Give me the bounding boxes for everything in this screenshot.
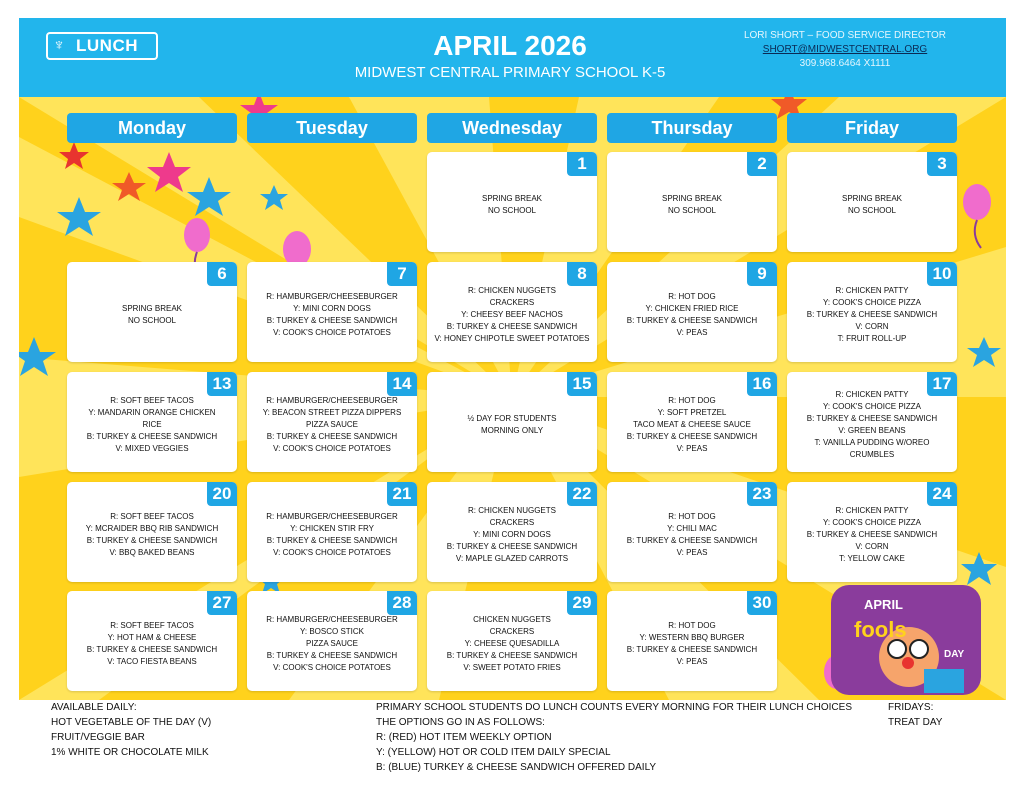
menu-items bbox=[253, 494, 411, 576]
contact-info bbox=[720, 29, 970, 71]
menu-item: Y: MANDARIN ORANGE CHICKEN bbox=[88, 408, 216, 417]
menu-item: CHICKEN NUGGETS bbox=[473, 615, 551, 624]
calendar-day-cell bbox=[427, 372, 597, 472]
menu-item: R: HOT DOG bbox=[668, 512, 716, 521]
calendar-day-cell bbox=[607, 372, 777, 472]
menu-item: V: PEAS bbox=[676, 548, 708, 557]
calendar-day-cell bbox=[787, 262, 957, 362]
available-item: HOT VEGETABLE OF THE DAY (V) bbox=[51, 717, 212, 728]
menu-item: Y: CHICKEN FRIED RICE bbox=[645, 304, 739, 313]
day-header-tuesday: Tuesday bbox=[247, 113, 417, 143]
day-number: 3 bbox=[927, 152, 957, 176]
calendar-day-cell bbox=[787, 152, 957, 252]
contact-phone: 309.968.6464 X1111 bbox=[799, 58, 891, 69]
calendar-day-cell bbox=[787, 372, 957, 472]
menu-item: Y: WESTERN BBQ BURGER bbox=[639, 633, 745, 642]
menu-items bbox=[793, 164, 951, 246]
menu-item: V: TACO FIESTA BEANS bbox=[107, 657, 197, 666]
menu-item: B: TURKEY & CHEESE SANDWICH bbox=[446, 542, 578, 551]
menu-item: PIZZA SAUCE bbox=[305, 420, 358, 429]
calendar-day-cell bbox=[427, 591, 597, 691]
calendar-day-cell bbox=[67, 482, 237, 582]
notes-line: THE OPTIONS GO IN AS FOLLOWS: bbox=[376, 717, 545, 728]
calendar-day-cell bbox=[427, 482, 597, 582]
menu-item: NO SCHOOL bbox=[847, 206, 896, 215]
menu-item: NO SCHOOL bbox=[487, 206, 536, 215]
menu-item: V: CORN bbox=[855, 322, 889, 331]
menu-item: Y: SOFT PRETZEL bbox=[657, 408, 727, 417]
notes-line: Y: (YELLOW) HOT OR COLD ITEM DAILY SPECIAL bbox=[376, 747, 611, 758]
menu-items bbox=[613, 384, 771, 466]
svg-text:DAY: DAY bbox=[944, 649, 965, 660]
menu-item: NO SCHOOL bbox=[667, 206, 716, 215]
fridays-heading: FRIDAYS: bbox=[888, 702, 934, 713]
svg-text:APRIL: APRIL bbox=[864, 597, 903, 612]
available-heading: AVAILABLE DAILY: bbox=[51, 702, 137, 713]
menu-items bbox=[253, 603, 411, 685]
menu-item: Y: MCRAIDER BBQ RIB SANDWICH bbox=[85, 524, 219, 533]
menu-item: SPRING BREAK bbox=[121, 304, 182, 313]
menu-item: V: MAPLE GLAZED CARROTS bbox=[455, 554, 569, 563]
menu-items bbox=[793, 384, 951, 466]
menu-item: R: HOT DOG bbox=[668, 621, 716, 630]
menu-item: V: PEAS bbox=[676, 328, 708, 337]
menu-item: B: TURKEY & CHEESE SANDWICH bbox=[806, 530, 938, 539]
menu-items bbox=[793, 274, 951, 356]
calendar-day-cell bbox=[247, 482, 417, 582]
page-title: APRIL 2026 bbox=[433, 30, 587, 61]
menu-item: R: CHICKEN NUGGETS bbox=[467, 286, 556, 295]
lunch-logo bbox=[46, 32, 158, 60]
menu-item: B: TURKEY & CHEESE SANDWICH bbox=[266, 651, 398, 660]
calendar-day-cell bbox=[427, 262, 597, 362]
menu-items bbox=[613, 494, 771, 576]
day-number: 30 bbox=[747, 591, 777, 615]
day-number: 17 bbox=[927, 372, 957, 396]
menu-items bbox=[433, 603, 591, 685]
menu-item: ½ DAY FOR STUDENTS bbox=[467, 414, 557, 423]
menu-item: B: TURKEY & CHEESE SANDWICH bbox=[806, 414, 938, 423]
day-number: 22 bbox=[567, 482, 597, 506]
day-number: 23 bbox=[747, 482, 777, 506]
calendar-day-cell bbox=[607, 482, 777, 582]
menu-item: V: PEAS bbox=[676, 657, 708, 666]
day-number: 14 bbox=[387, 372, 417, 396]
menu-item: R: HOT DOG bbox=[668, 396, 716, 405]
menu-item: B: TURKEY & CHEESE SANDWICH bbox=[86, 432, 218, 441]
menu-item: B: TURKEY & CHEESE SANDWICH bbox=[446, 651, 578, 660]
menu-item: B: TURKEY & CHEESE SANDWICH bbox=[626, 645, 758, 654]
menu-items bbox=[433, 164, 591, 246]
menu-item: B: TURKEY & CHEESE SANDWICH bbox=[626, 316, 758, 325]
menu-item: TACO MEAT & CHEESE SAUCE bbox=[633, 420, 751, 429]
day-number: 20 bbox=[207, 482, 237, 506]
menu-items bbox=[793, 494, 951, 576]
day-number: 28 bbox=[387, 591, 417, 615]
menu-item: B: TURKEY & CHEESE SANDWICH bbox=[266, 432, 398, 441]
menu-items bbox=[253, 384, 411, 466]
menu-item: Y: COOK'S CHOICE PIZZA bbox=[823, 518, 921, 527]
calendar-day-cell bbox=[247, 262, 417, 362]
menu-item: NO SCHOOL bbox=[127, 316, 176, 325]
calendar-day-cell bbox=[67, 262, 237, 362]
day-header-friday: Friday bbox=[787, 113, 957, 143]
calendar-day-cell bbox=[607, 262, 777, 362]
available-item: 1% WHITE OR CHOCOLATE MILK bbox=[51, 747, 209, 758]
fridays-note bbox=[888, 700, 942, 730]
menu-item: SPRING BREAK bbox=[661, 194, 722, 203]
day-header-monday: Monday bbox=[67, 113, 237, 143]
menu-item: V: CORN bbox=[855, 542, 889, 551]
calendar-day-cell bbox=[247, 591, 417, 691]
notes-line: PRIMARY SCHOOL STUDENTS DO LUNCH COUNTS EVERY MORNING FOR THEIR LUNCH CHOICES bbox=[376, 702, 852, 713]
day-number: 9 bbox=[747, 262, 777, 286]
menu-item: B: TURKEY & CHEESE SANDWICH bbox=[626, 536, 758, 545]
menu-item: Y: COOK'S CHOICE PIZZA bbox=[823, 298, 921, 307]
day-header-thursday: Thursday bbox=[607, 113, 777, 143]
menu-item: Y: BEACON STREET PIZZA DIPPERS bbox=[262, 408, 402, 417]
day-number: 13 bbox=[207, 372, 237, 396]
menu-item: R: HAMBURGER/CHEESEBURGER bbox=[266, 615, 398, 624]
menu-item: R: SOFT BEEF TACOS bbox=[110, 396, 194, 405]
menu-item: R: CHICKEN NUGGETS bbox=[467, 506, 556, 515]
day-number: 21 bbox=[387, 482, 417, 506]
menu-item: Y: MINI CORN DOGS bbox=[473, 530, 551, 539]
menu-item: CRACKERS bbox=[489, 627, 535, 636]
menu-items bbox=[433, 274, 591, 356]
lunch-count-notes bbox=[376, 700, 852, 775]
april-fools-sign bbox=[831, 585, 981, 695]
calendar-day-cell bbox=[787, 482, 957, 582]
menu-item: B: TURKEY & CHEESE SANDWICH bbox=[86, 645, 218, 654]
menu-item: RICE bbox=[142, 420, 162, 429]
menu-item: SPRING BREAK bbox=[481, 194, 542, 203]
menu-item: B: TURKEY & CHEESE SANDWICH bbox=[626, 432, 758, 441]
menu-item: V: MIXED VEGGIES bbox=[115, 444, 189, 453]
menu-item: CRACKERS bbox=[489, 518, 535, 527]
day-number: 15 bbox=[567, 372, 597, 396]
menu-item: Y: CHICKEN STIR FRY bbox=[290, 524, 374, 533]
menu-item: MORNING ONLY bbox=[480, 426, 544, 435]
menu-items bbox=[433, 384, 591, 466]
menu-item: V: COOK'S CHOICE POTATOES bbox=[273, 328, 391, 337]
menu-item: Y: CHEESY BEEF NACHOS bbox=[461, 310, 563, 319]
contact-name: LORI SHORT – FOOD SERVICE DIRECTOR bbox=[743, 30, 947, 41]
notes-line: B: (BLUE) TURKEY & CHEESE SANDWICH OFFERED DAILY bbox=[376, 762, 657, 773]
calendar-day-cell bbox=[247, 372, 417, 472]
menu-item: Y: COOK'S CHOICE PIZZA bbox=[823, 402, 921, 411]
menu-item: Y: BOSCO STICK bbox=[299, 627, 364, 636]
day-number: 27 bbox=[207, 591, 237, 615]
menu-item: V: COOK'S CHOICE POTATOES bbox=[273, 548, 391, 557]
available-daily bbox=[51, 700, 211, 760]
menu-item: SPRING BREAK bbox=[841, 194, 902, 203]
calendar-day-cell bbox=[607, 152, 777, 252]
menu-item: V: BBQ BAKED BEANS bbox=[109, 548, 195, 557]
menu-item: R: CHICKEN PATTY bbox=[835, 506, 909, 515]
calendar-day-cell bbox=[607, 591, 777, 691]
menu-item: V: SWEET POTATO FRIES bbox=[463, 663, 561, 672]
contact-email-link[interactable]: SHORT@MIDWESTCENTRAL.ORG bbox=[762, 44, 928, 55]
menu-item: B: TURKEY & CHEESE SANDWICH bbox=[446, 322, 578, 331]
menu-items bbox=[73, 274, 231, 356]
menu-item: V: GREEN BEANS bbox=[838, 426, 906, 435]
fork-icon: ♆ bbox=[53, 37, 65, 54]
menu-items bbox=[253, 274, 411, 356]
day-number: 16 bbox=[747, 372, 777, 396]
menu-items bbox=[613, 164, 771, 246]
menu-item: R: HAMBURGER/CHEESEBURGER bbox=[266, 396, 398, 405]
menu-item: B: TURKEY & CHEESE SANDWICH bbox=[806, 310, 938, 319]
menu-item: R: HAMBURGER/CHEESEBURGER bbox=[266, 512, 398, 521]
menu-item: B: TURKEY & CHEESE SANDWICH bbox=[266, 536, 398, 545]
menu-item: V: COOK'S CHOICE POTATOES bbox=[273, 444, 391, 453]
menu-items bbox=[73, 603, 231, 685]
svg-text:fools: fools bbox=[854, 617, 907, 642]
menu-item: PIZZA SAUCE bbox=[305, 639, 358, 648]
day-number: 29 bbox=[567, 591, 597, 615]
menu-items bbox=[613, 603, 771, 685]
calendar-day-cell bbox=[427, 152, 597, 252]
day-number: 1 bbox=[567, 152, 597, 176]
day-number: 24 bbox=[927, 482, 957, 506]
menu-item: T: FRUIT ROLL-UP bbox=[837, 334, 907, 343]
logo-text: LUNCH bbox=[76, 36, 138, 55]
day-header-wednesday: Wednesday bbox=[427, 113, 597, 143]
menu-item: R: CHICKEN PATTY bbox=[835, 286, 909, 295]
menu-item: Y: HOT HAM & CHEESE bbox=[107, 633, 197, 642]
menu-item: T: VANILLA PUDDING W/OREO CRUMBLES bbox=[814, 438, 930, 459]
menu-item: R: SOFT BEEF TACOS bbox=[110, 512, 194, 521]
menu-items bbox=[433, 494, 591, 576]
day-number: 2 bbox=[747, 152, 777, 176]
menu-item: B: TURKEY & CHEESE SANDWICH bbox=[266, 316, 398, 325]
menu-item: Y: CHILI MAC bbox=[667, 524, 717, 533]
menu-item: V: HONEY CHIPOTLE SWEET POTATOES bbox=[434, 334, 590, 343]
school-name: MIDWEST CENTRAL PRIMARY SCHOOL K-5 bbox=[354, 64, 666, 81]
calendar-day-cell bbox=[67, 372, 237, 472]
menu-item: Y: MINI CORN DOGS bbox=[293, 304, 371, 313]
menu-items bbox=[73, 494, 231, 576]
menu-items bbox=[613, 274, 771, 356]
notes-line: R: (RED) HOT ITEM WEEKLY OPTION bbox=[376, 732, 552, 743]
day-number: 7 bbox=[387, 262, 417, 286]
day-number: 10 bbox=[927, 262, 957, 286]
menu-item: R: CHICKEN PATTY bbox=[835, 390, 909, 399]
menu-item: B: TURKEY & CHEESE SANDWICH bbox=[86, 536, 218, 545]
menu-item: R: SOFT BEEF TACOS bbox=[110, 621, 194, 630]
menu-items bbox=[73, 384, 231, 466]
day-number: 8 bbox=[567, 262, 597, 286]
calendar-day-cell bbox=[67, 591, 237, 691]
fridays-text: TREAT DAY bbox=[888, 717, 943, 728]
menu-item: Y: CHEESE QUESADILLA bbox=[464, 639, 560, 648]
menu-item: CRACKERS bbox=[489, 298, 535, 307]
day-number: 6 bbox=[207, 262, 237, 286]
menu-item: V: COOK'S CHOICE POTATOES bbox=[273, 663, 391, 672]
menu-item: V: PEAS bbox=[676, 444, 708, 453]
available-item: FRUIT/VEGGIE BAR bbox=[51, 732, 145, 743]
menu-item: R: HOT DOG bbox=[668, 292, 716, 301]
menu-item: T: YELLOW CAKE bbox=[839, 554, 905, 563]
menu-item: R: HAMBURGER/CHEESEBURGER bbox=[266, 292, 398, 301]
